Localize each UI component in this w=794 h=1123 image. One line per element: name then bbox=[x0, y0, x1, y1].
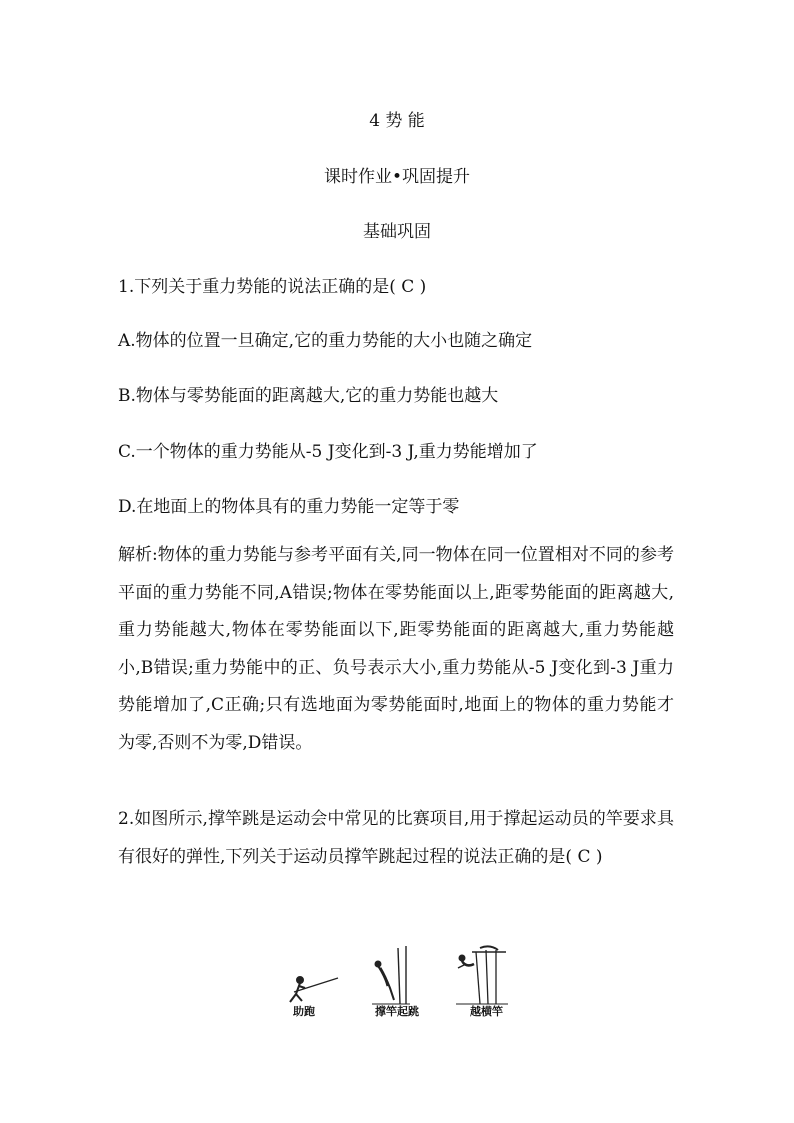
figure-caption-run-up: 助跑 bbox=[293, 1005, 315, 1018]
question-1-option-d: D.在地面上的物体具有的重力势能一定等于零 bbox=[118, 497, 460, 517]
clearing-bar-athlete-icon bbox=[456, 946, 508, 1004]
figure-caption-clearing-bar: 越横竿 bbox=[470, 1005, 503, 1018]
question-1-option-c: C.一个物体的重力势能从-5 J变化到-3 J,重力势能增加了 bbox=[118, 442, 538, 462]
question-2-stem: 2.如图所示,撑竿跳是运动会中常见的比赛项目,用于撑起运动员的竿要求具有很好的弹性,下列关于运动员撑竿跳起过程的说法正确的是( C ) bbox=[118, 809, 674, 867]
figure-caption-takeoff: 撑竿起跳 bbox=[375, 1005, 419, 1018]
section-heading: 基础巩固 bbox=[363, 222, 431, 242]
lesson-subtitle: 课时作业•巩固提升 bbox=[323, 167, 471, 187]
takeoff-athlete-icon bbox=[372, 946, 410, 1004]
run-up-athlete-icon bbox=[290, 977, 338, 1002]
lesson-title: 4 势 能 bbox=[369, 111, 425, 131]
question-1-option-a: A.物体的位置一旦确定,它的重力势能的大小也随之确定 bbox=[118, 331, 533, 351]
question-1-analysis: 解析:物体的重力势能与参考平面有关,同一物体在同一位置相对不同的参考平面的重力势能不同,A错误;物体在零势能面以上,距零势能面的距离越大,重力势能越大,物体在零势能面以下,距零势能面的距离越大,重力势能越小,B错误;重力势能中的正、负号表示大小,重力势能从-5 J变化到-3 J重力势能增加了,C正确;只有选地面为零势能面时,地面上的物体的重力势能才为零,否则不为零,D错误。 bbox=[118, 545, 674, 753]
question-1-option-b: B.物体与零势能面的距离越大,它的重力势能也越大 bbox=[118, 386, 499, 406]
question-1-stem: 1.下列关于重力势能的说法正确的是( C ) bbox=[118, 277, 427, 297]
